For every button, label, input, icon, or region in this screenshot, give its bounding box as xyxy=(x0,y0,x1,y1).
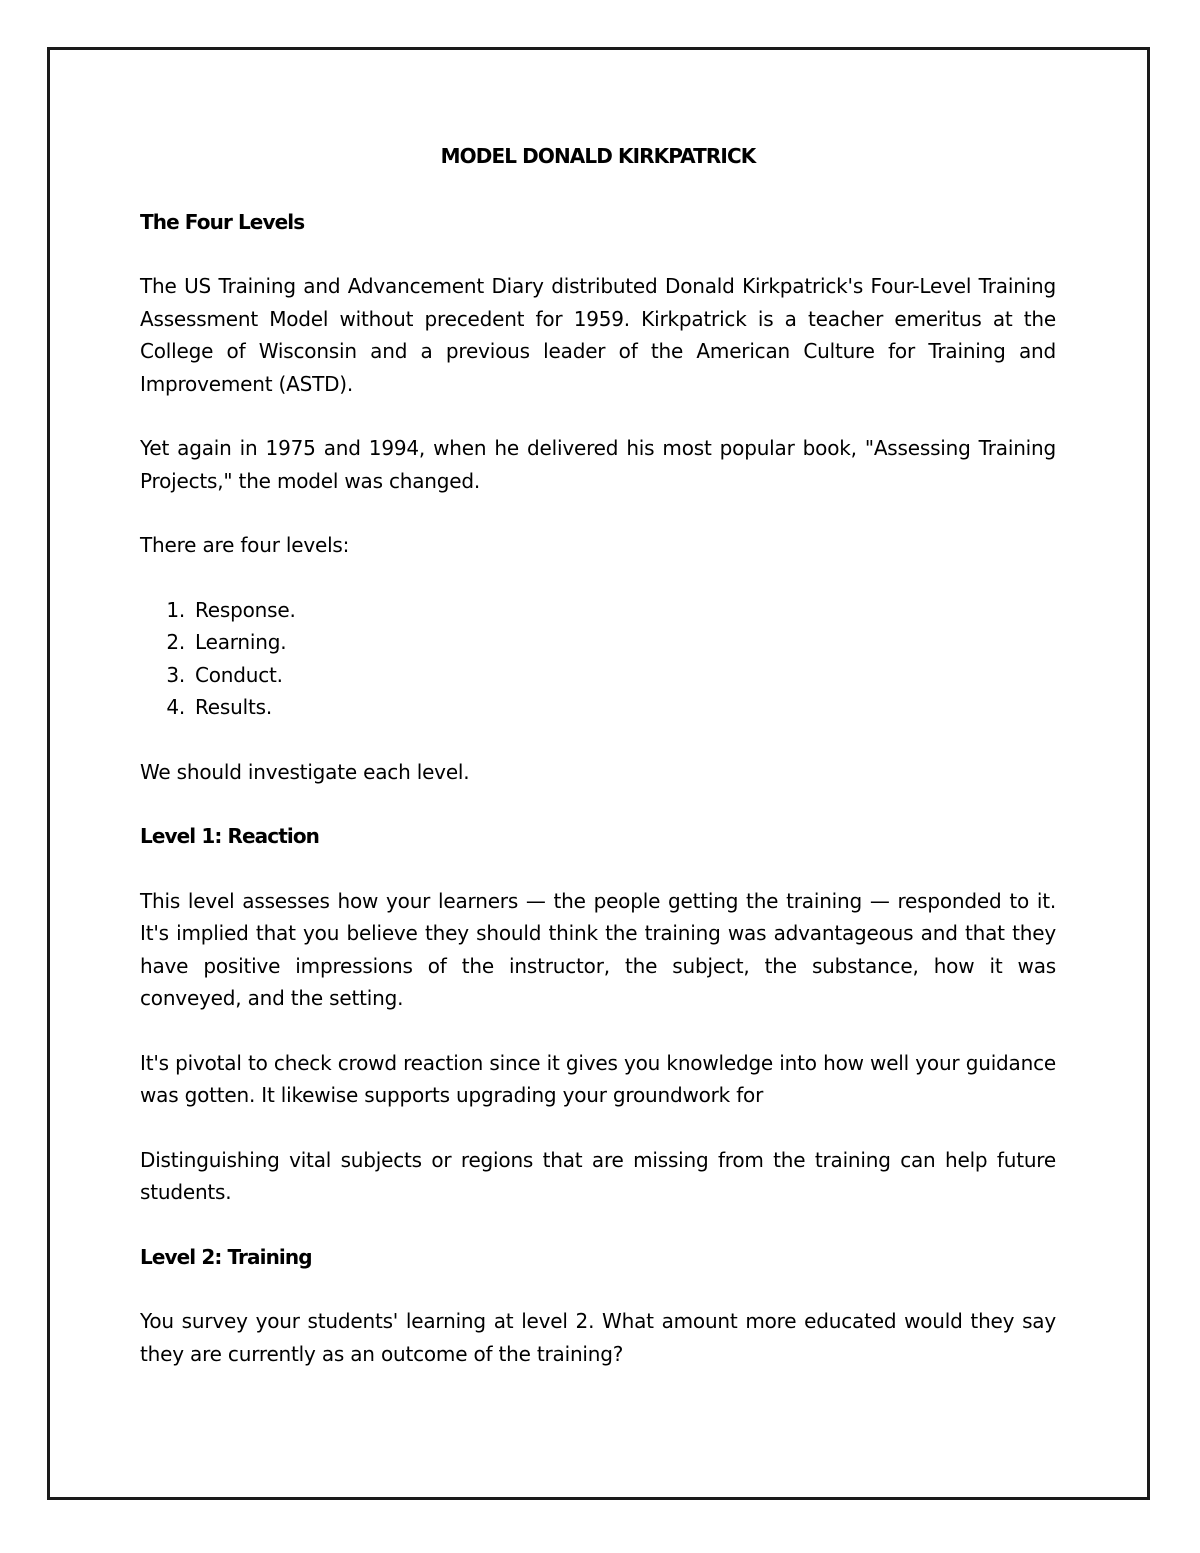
list-item xyxy=(140,626,1056,659)
section-heading-four-levels: The Four Levels xyxy=(140,209,305,234)
list-item-label: Results. xyxy=(195,695,272,719)
paragraph-level1-description: This level assesses how your learners — the people getting the training — responded to it. It's implied that you believe they should think the training was advantageous and that they have positive impressions of the instructor, the subject, the substance, how it was conveyed, and the setting. xyxy=(140,888,1056,1010)
list-item-label: Learning. xyxy=(195,630,287,654)
paragraph-intro-history: The US Training and Advancement Diary distributed Donald Kirkpatrick's Four-Level Training Assessment Model without precedent for 1959. Kirkpatrick is a teacher emeritus at the College of Wisconsin and a previous leader of the American Culture for Training and Improvement (ASTD). xyxy=(140,274,1056,396)
list-item xyxy=(140,659,1056,692)
list-item-label: Conduct. xyxy=(195,662,283,687)
list-item xyxy=(140,594,1056,627)
list-item xyxy=(140,691,1056,724)
paragraph-level2-description: You survey your students' learning at level 2. What amount more educated would they say they are currently as an outcome of the training? xyxy=(140,1309,1056,1366)
paragraph-level1-missing-topics: Distinguishing vital subjects or regions that are missing from the training can help future students. xyxy=(140,1147,1056,1204)
paragraph-intro-revisions: Yet again in 1975 and 1994, when he delivered his most popular book, "Assessing Training Projects," the model was changed. xyxy=(140,436,1056,493)
section-heading-level-2: Level 2: Training xyxy=(140,1244,312,1269)
document-title: MODEL DONALD KIRKPATRICK xyxy=(440,144,756,168)
paragraph-intro-levels-lead: There are four levels: xyxy=(140,533,350,557)
list-item-number: 2. xyxy=(166,630,185,654)
list-item-label: Response. xyxy=(195,597,296,622)
document-body xyxy=(140,140,1056,1402)
list-item-number: 1. xyxy=(166,597,185,622)
paragraph-level1-importance: It's pivotal to check crowd reaction since it gives you knowledge into how well your guidance was gotten. It likewise supports upgrading your groundwork for xyxy=(140,1050,1056,1107)
list-item-number: 3. xyxy=(166,662,185,687)
list-item-number: 4. xyxy=(166,695,185,719)
levels-list xyxy=(140,594,1056,724)
section-heading-level-1: Level 1: Reaction xyxy=(140,824,320,848)
paragraph-investigate: We should investigate each level. xyxy=(140,759,470,784)
